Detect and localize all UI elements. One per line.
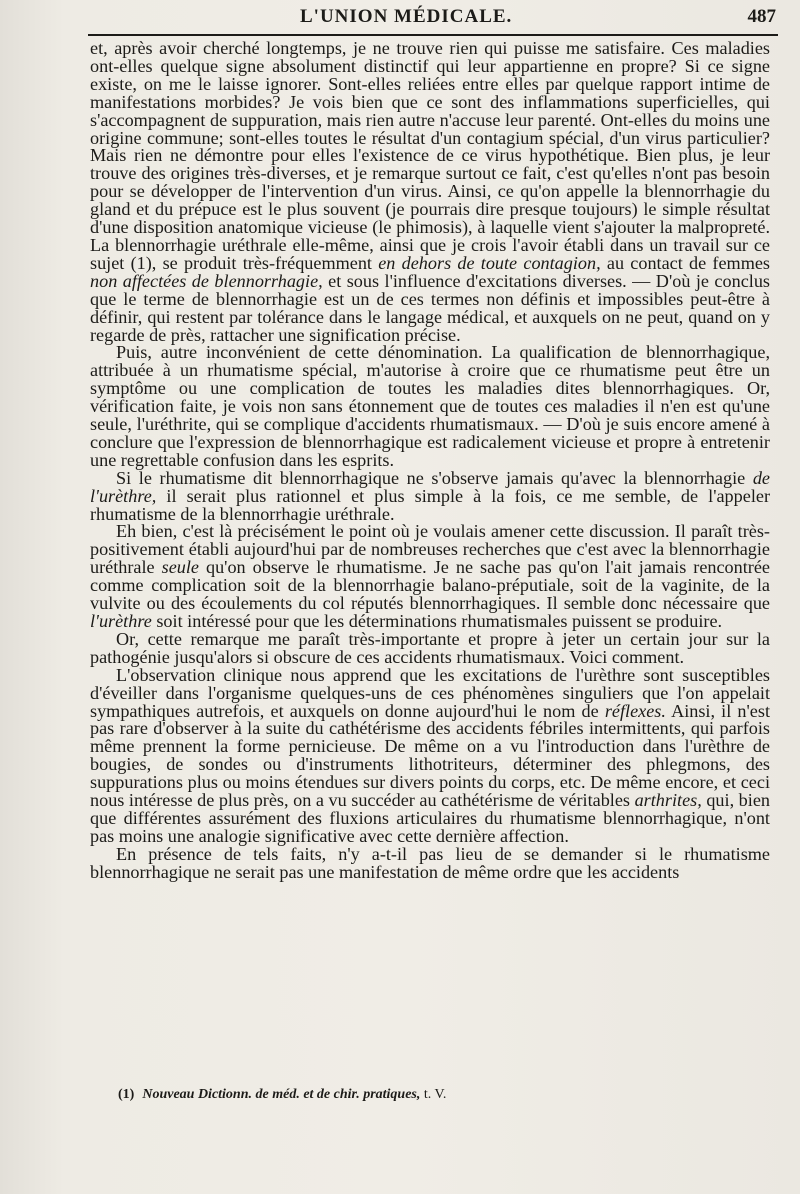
- text-run: Si le rhumatisme dit blennorrhagique ne s'observe jamais qu'avec la blennorrhagie: [116, 467, 753, 488]
- footnote-title: Nouveau Dictionn. de méd. et de chir. pratiques,: [142, 1087, 421, 1102]
- text-run: qui, bien que différentes assurément des fluxions articulaires du rhumatisme blennorrhagique, n'ont pas moins une analogie significative avec cette dernière affection.: [90, 790, 770, 846]
- text-run: En présence de tels faits, n'y a-t-il pas lieu de se demander si le rhumatisme blennorrhagique ne serait pas une manifestation de même ordre que les accidents: [90, 843, 770, 882]
- text-run: il serait plus rationnel et plus simple à la fois, ce me semble, de l'appeler rhumatisme de la blennorrhagie uréthrale.: [90, 485, 770, 524]
- running-head: [0, 4, 800, 30]
- header-rule: [88, 34, 778, 36]
- text-run: et, après avoir cherché longtemps, je ne trouve rien qui puisse me satisfaire. Ces maladies ont-elles quelque signe absolument distinctif qui leur appartienne en propre? Si ce signe existe, on me le laisse ignorer. Sont-elles reliées entre elles par quelque rapport intime de manifestations morbides? Je vois bien que ce sont des inflammations superficielles, qui s'accompagnent de suppuration, mais rien autre n'accuse leur parenté. Ont-elles du moins une origine commune; sont-elles toutes le résultat d'un contagium spécial, d'un virus particulier? Mais rien ne démontre pour elles l'existence de ce virus hypothétique. Bien plus, je leur trouve des origines très-diverses, et je remarque surtout ce fait, c'est qu'elles n'ont pas besoin pour se développer de l'intervention d'un virus. Ainsi, ce qu'on appelle la blennorrhagie du gland et du prépuce est le plus souvent (je pourrais dire presque toujours) le simple résultat d'une disposition anatomique vicieuse (le phimosis), à laquelle vient s'ajouter la malpropreté. La blennorrhagie uréthrale elle-même, ainsi que je crois l'avoir établi dans un travail sur ce sujet (1), se produit très-fréquemment: [90, 38, 770, 273]
- italic-phrase: non affectées de blennorrhagie,: [90, 270, 323, 291]
- journal-title: L'UNION MÉDICALE.: [300, 6, 513, 27]
- paragraph: [90, 628, 770, 667]
- footnote-number: (1): [118, 1087, 135, 1102]
- text-run: Puis, autre inconvénient de cette dénomination. La qualification de blennorrhagique, attribuée à un rhumatisme spécial, m'autorise à croire que ce rhumatisme peut être un symptôme ou une complication de toutes les maladies dites blennorrhagiques. Or, vérification faite, je vois non sans étonnement que de toutes ces maladies il n'en est qu'une seule, l'uréthrite, qui se complique d'accidents rhumatismaux. — D'où je suis encore amené à conclure que l'expression de blennorrhagique est radicalement vicieuse et propre à entretenir une regrettable confusion dans les esprits.: [90, 342, 770, 470]
- paragraph: [90, 523, 770, 630]
- paragraph: [90, 843, 770, 882]
- paragraph: [90, 40, 770, 344]
- text-run: au contact de femmes: [600, 252, 770, 273]
- text-run: qu'on observe le rhumatisme. Je ne sache pas qu'on l'ait jamais rencontrée comme complication soit de la blennorrhagie balano-préputiale, soit de la vaginite, de la vulvite ou des écoulements du col réputés blennorrhagiques. Il semble donc nécessaire que: [90, 557, 771, 614]
- text-run: Or, cette remarque me paraît très-importante et propre à jeter un certain jour sur la pathogénie jusqu'alors si obscure de ces accidents rhumatismaux. Voici comment.: [90, 628, 770, 667]
- italic-phrase: arthrites,: [634, 790, 702, 811]
- italic-phrase: de l'urèthre,: [90, 467, 770, 506]
- footnote-volume: t. V.: [420, 1087, 447, 1102]
- paragraph: [90, 664, 771, 846]
- text-run: Ainsi, il n'est pas rare d'observer à la suite du cathétérisme des accidents fébriles intermittents, qui parfois même prennent la forme pernicieuse. De même on a vu l'introduction dans l'urèthre de bougies, de sondes ou d'instruments lithotriteurs, déterminer des phlegmons, des suppurations plus ou moins étendues sur divers points du corps, etc. De même encore, et ceci nous intéresse de plus près, on a vu succéder au cathétérisme de véritables: [90, 700, 771, 811]
- italic-phrase: seule: [161, 557, 199, 578]
- text-run: et sous l'influence d'excitations diverses. — D'où je conclus que le terme de blennorrhagie est un de ces termes non définis et impossibles peut-être à définir, qui restent par tolérance dans le langage médical, et auxquels on ne peut, quand on y regarde de près, rattacher une signification précise.: [90, 270, 770, 345]
- text-run: Eh bien, c'est là précisément le point où je voulais amener cette discussion. Il paraît très-positivement établi aujourd'hui par de nombreuses recherches que c'est avec la blennorrhagie uréthrale: [90, 521, 770, 578]
- paragraph: [90, 344, 770, 469]
- text-run: L'observation clinique nous apprend que les excitations de l'urèthre sont susceptibles d'éveiller dans l'organisme quelques-uns de ces phénomènes singuliers que l'on appelait sympathiques autrefois, et auxquels on donne aujourd'hui le nom de: [90, 664, 770, 721]
- italic-phrase: réflexes.: [604, 700, 666, 721]
- page-number: 487: [747, 6, 776, 27]
- text-run: soit intéressé pour que les déterminations rhumatismales puissent se produire.: [151, 611, 723, 631]
- paragraph: [90, 467, 770, 524]
- footnote: [118, 1086, 758, 1104]
- body-text: [90, 40, 770, 882]
- italic-phrase: l'urèthre: [90, 611, 152, 631]
- italic-phrase: en dehors de toute contagion,: [378, 252, 601, 273]
